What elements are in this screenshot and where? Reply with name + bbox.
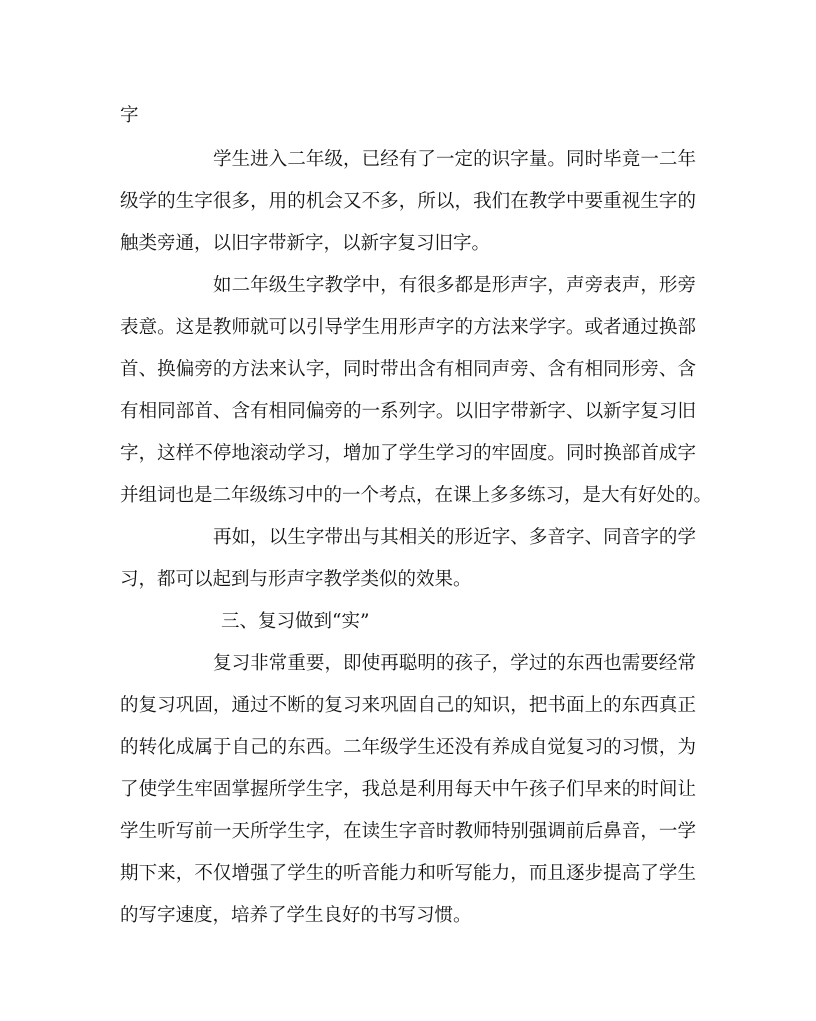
text-line: 的转化成属于自己的东西。二年级学生还没有养成自觉复习的习惯，为 — [120, 737, 696, 758]
text-line: 的写字速度，培养了学生良好的书写习惯。 — [120, 905, 472, 926]
text-line: 习，都可以起到与形声字教学类似的效果。 — [120, 569, 472, 590]
paragraph-first-line: 如二年级生字教学中，有很多都是形声字，声旁表声，形旁 — [213, 275, 696, 296]
text-line: 学生听写前一天所学生字，在读生字音时教师特别强调前后鼻音，一学 — [120, 821, 696, 842]
text-line: 期下来，不仅增强了学生的听音能力和听写能力，而且逐步提高了学生 — [120, 863, 696, 884]
paragraph-first-line: 学生进入二年级，已经有了一定的识字量。同时毕竟一二年 — [213, 149, 696, 170]
text-line: 级学的生字很多，用的机会又不多，所以，我们在教学中要重视生字的 — [120, 191, 696, 212]
section-heading: 三、复习做到“实” — [221, 611, 370, 632]
text-line: 有相同部首、含有相同偏旁的一系列字。以旧字带新字、以新字复习旧 — [120, 401, 696, 422]
text-line: 了使学生牢固掌握所学生字，我总是利用每天中午孩子们早来的时间让 — [120, 779, 696, 800]
text-line: 首、换偏旁的方法来认字，同时带出含有相同声旁、含有相同形旁、含 — [120, 359, 696, 380]
text-line: 字 — [120, 105, 139, 126]
text-line: 字，这样不停地滚动学习，增加了学生学习的牢固度。同时换部首成字 — [120, 443, 696, 464]
paragraph-first-line: 再如，以生字带出与其相关的形近字、多音字、同音字的学 — [213, 527, 696, 548]
text-line: 触类旁通，以旧字带新字，以新字复习旧字。 — [120, 233, 491, 254]
paragraph-first-line: 复习非常重要，即使再聪明的孩子，学过的东西也需要经常 — [213, 653, 696, 674]
text-line: 表意。这是教师就可以引导学生用形声字的方法来学字。或者通过换部 — [120, 317, 696, 338]
text-line: 的复习巩固，通过不断的复习来巩固自己的知识，把书面上的东西真正 — [120, 695, 696, 716]
text-line: 并组词也是二年级练习中的一个考点，在课上多多练习，是大有好处的。 — [120, 485, 713, 506]
